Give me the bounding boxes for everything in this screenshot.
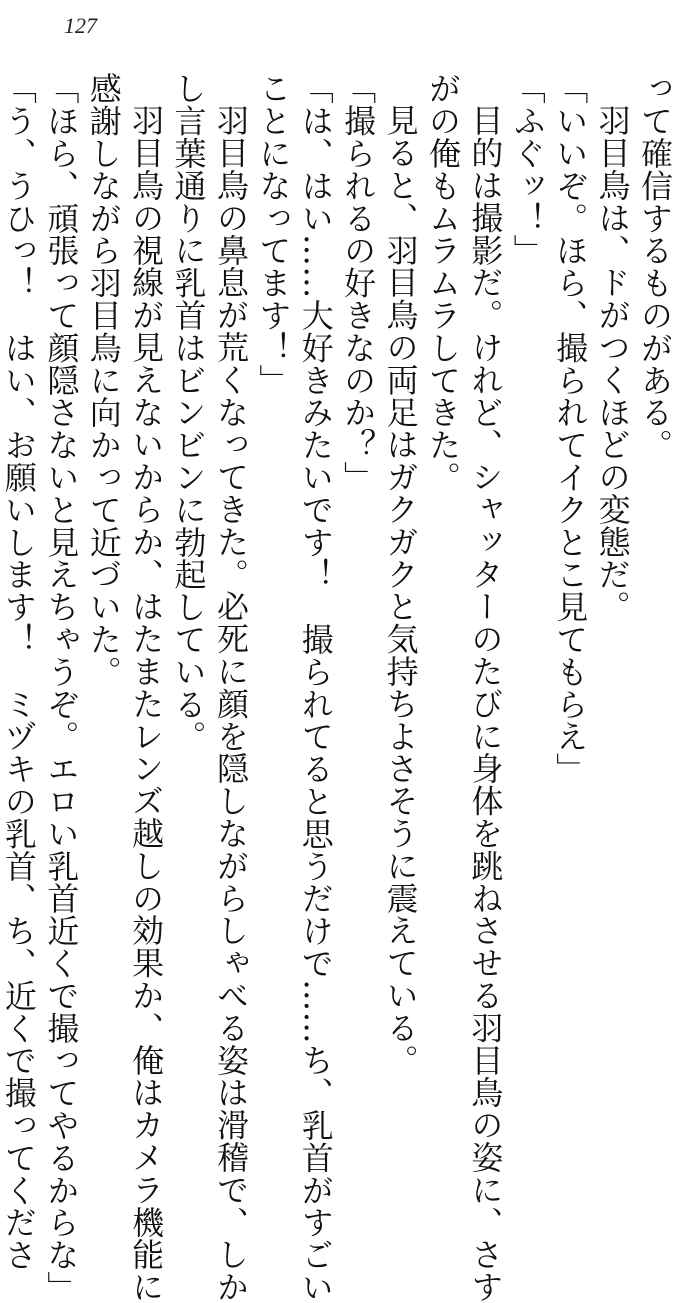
text-line: ことになってます！」 [254,72,293,396]
text-line: 羽目鳥の視線が見えないからか、はたまたレンズ越しの効果か、俺はカメラ機能に [127,104,166,1303]
dialogue-line: 「ふぐッ！」 [508,72,547,267]
text-line: 羽目鳥の鼻息が荒くなってきた。必死に顔を隠しながらしゃべる姿は滑稽で、しか [211,104,250,1303]
text-line: 感謝しながら羽目鳥に向かって近づいた。 [84,72,123,688]
dialogue-line: 「う、うひっ！ はい、お願いします！ ミヅキの乳首、ち、近くで撮ってくださ [0,72,38,1271]
page-number: 127 [64,13,97,38]
dialogue-line: 「撮られるの好きなのか？」 [339,72,378,494]
dialogue-line: 「は、はい……大好きみたいです！ 撮られてると思うだけで……ち、乳首がすごい [296,72,335,1303]
text-line: って確信するものがある。 [636,72,674,461]
vertical-body-text [0,72,676,1303]
text-line: がの俺もムラムラしてきた。 [423,72,462,494]
text-line: し言葉通りに乳首はビンビンに勃起している。 [169,72,208,753]
text-line: 目的は撮影だ。けれど、シャッターのたびに身体を跳ねさせる羽目鳥の姿に、さす [466,104,505,1303]
text-line: 見ると、羽目鳥の両足はガクガクと気持ちよさそうに震えている。 [381,104,420,1076]
dialogue-line: 「いいぞ。ほら、撮られてイクとこ見てもらえ」 [551,72,590,785]
dialogue-line: 「ほら、頑張って顔隠さないと見えちゃうぞ。エロい乳首近くで撮ってやるからな」 [42,72,81,1303]
text-line: 羽目鳥は、ドがつくほどの変態だ。 [593,104,632,623]
